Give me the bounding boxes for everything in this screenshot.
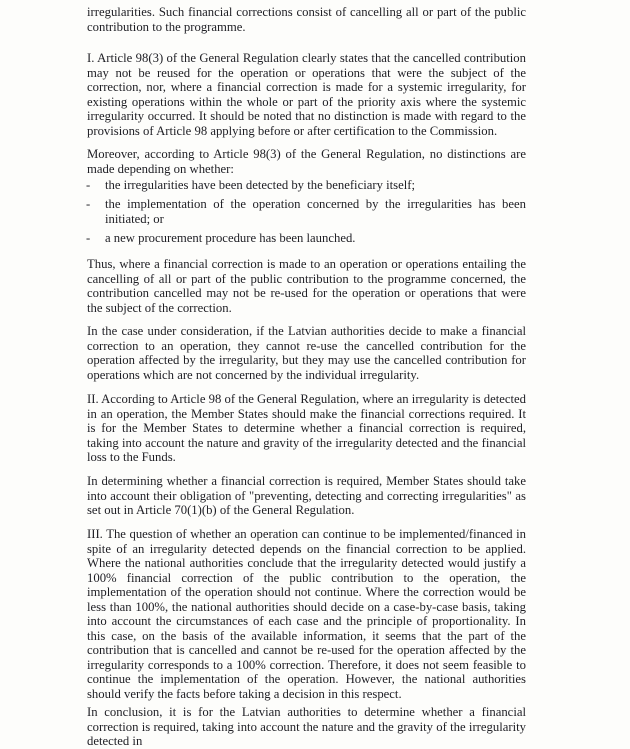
paragraph-section-ii: II. According to Article 98 of the General Regulation, where an irregularity is detected in an operation, the Member States should make the financial corrections required. It is for the Member States to determine whether a financial correction is required, taking into account the nature and gravity of the irregularity detected and the financial loss to the Funds.	[87, 392, 526, 464]
bullet-item	[86, 197, 526, 226]
paragraph-section-i: I. Article 98(3) of the General Regulation clearly states that the cancelled contribution may not be reused for the operation or operations that were the subject of the correction, nor, where a financial correction is made for a systemic irregularity, for existing operations within the whole or part of the priority axis where the systemic irregularity occurred. It should be noted that no distinction is made with regard to the provisions of Article 98 applying before or after certification to the Commission.	[87, 51, 526, 138]
paragraph-continuation: irregularities. Such financial corrections consist of cancelling all or part of the public contribution to the programme.	[87, 5, 526, 34]
paragraph-determining: In determining whether a financial correction is required, Member States should take into account their obligation of "preventing, detecting and correcting irregularities" as set out in Article 70(1)(b) of the General Regulation.	[87, 474, 526, 517]
bullet-text: the irregularities have been detected by the beneficiary itself;	[105, 178, 415, 192]
bullet-dash: -	[86, 231, 91, 245]
bullet-dash: -	[86, 197, 91, 211]
bullet-item	[86, 178, 526, 193]
paragraph-moreover: Moreover, according to Article 98(3) of the General Regulation, no distinctions are made depending on whether:	[87, 147, 526, 176]
paragraph-conclusion: In conclusion, it is for the Latvian authorities to determine whether a financial correction is required, taking into account the nature and the gravity of the irregularity detected in	[87, 705, 526, 748]
bullet-item	[86, 231, 526, 246]
paragraph-section-iii: III. The question of whether an operation can continue to be implemented/financed in spite of an irregularity detected depends on the financial correction to be applied. Where the national authorities conclude that the irregularity detected would justify a 100% financial correction of the public contribution to the operation, the implementation of the operation should not continue. Where the correction would be less than 100%, the national authorities should decide on a case-by-case basis, taking into account the circumstances of each case and the principle of proportionality. In this case, on the basis of the available information, it seems that the part of the contribution that is cancelled and cannot be re-used for the operation affected by the irregularity corresponds to a 100% correction. Therefore, it does not seem feasible to continue the implementation of the operation. However, the national authorities should verify the facts before taking a decision in this respect.	[87, 527, 526, 701]
bullet-text: a new procurement procedure has been launched.	[105, 231, 356, 245]
bullet-text: the implementation of the operation concerned by the irregularities has been initiated; or	[105, 197, 526, 226]
bullet-dash: -	[86, 178, 91, 192]
paragraph-case: In the case under consideration, if the Latvian authorities decide to make a financial correction to an operation, they cannot re-use the cancelled contribution for the operation affected by the irregularity, but they may use the cancelled contribution for operations which are not concerned by the individual irregularity.	[87, 324, 526, 382]
paragraph-thus: Thus, where a financial correction is made to an operation or operations entailing the cancelling of all or part of the public contribution to the programme concerned, the contribution cancelled may not be re-used for the operation or operations that were the subject of the correction.	[87, 257, 526, 315]
